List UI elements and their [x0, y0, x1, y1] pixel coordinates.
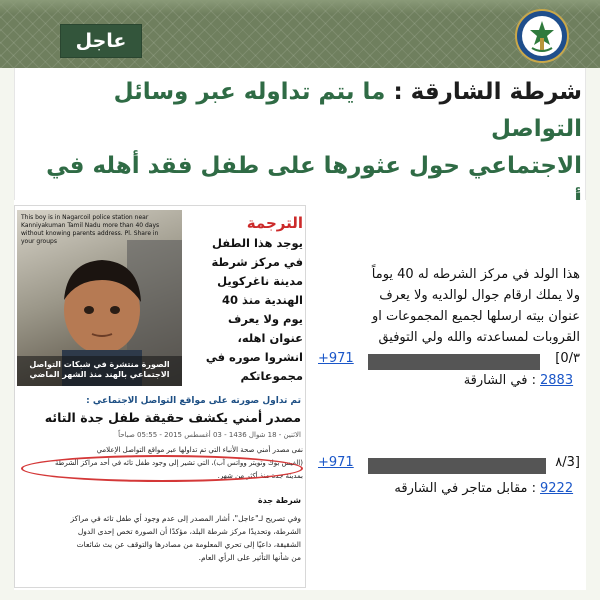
phone-link-1[interactable]: +971 [318, 351, 354, 366]
ext-row-1 [318, 373, 580, 395]
news-body: وفي تصريح لـ"عاجل"، أشار المصدر إلى عدم وجود أي طفل تائه في مراكز الشرطة، وتحديدًا مركز شرطة البلد، مؤكدًا أن الصورة تخص إحدى الدول الشقيقة، داعيًا إلى تحري المعلومة من مصادرها والتوقف عن بث شائعات من شأنها التأثير على الرأي العام. [70, 514, 301, 562]
ext-text-2: : مقابل متاجر في الشارقه [394, 481, 536, 496]
message-line: القروبات لمساعدته والله ولي التوفيق [378, 330, 580, 345]
headline-line-1: ما يتم تداوله عبر وسائل التواصل [113, 79, 582, 142]
highlight-oval [21, 455, 303, 482]
headline-source: شرطة الشارقة : [393, 79, 582, 105]
phone-link-2[interactable]: +971 [318, 455, 354, 470]
sharjah-police-logo-icon [514, 8, 570, 64]
ext-link-1[interactable]: 2883 [540, 373, 574, 388]
news-date: الاثنين - 18 شوال 1436 - 03 أغسطس 2015 - 05:55 صباحاً [118, 431, 301, 439]
translation-text: يوجد هذا الطفل في مركز شرطة مدينة ناغركويل الهندية منذ 40 يوم ولا يعرف عنوان اهله، انشروا صوره في مجموعاتكم [205, 236, 303, 383]
message-line: ولا يملك ارقام جوال لوالديه ولا يعرف [379, 288, 580, 303]
contact-tail-1: ٣/0] [555, 351, 580, 366]
translation-title: الترجمة [246, 214, 303, 232]
news-title: مصدر أمني يكشف حقيقة طفل جدة التائه [44, 410, 301, 425]
news-header: تم تداول صورته على مواقع التواصل الاجتماعي : [86, 396, 301, 406]
forwarded-message [318, 264, 580, 348]
news-subheading: شرطة جدة [257, 496, 301, 505]
photo-caption: الصورة منتشرة في شبكات التواصل الاجتماعي بالهند منذ الشهر الماضي [17, 356, 182, 386]
ext-row-2 [318, 481, 580, 503]
header-shine [0, 0, 600, 14]
contact-tail-2: [3/٨ [555, 455, 580, 470]
ext-link-2[interactable]: 9222 [540, 481, 574, 496]
headline-line-2: الاجتماعي حول عثورها على طفل فقد أهله في [46, 153, 582, 179]
ext-text-1: : في الشارقة [463, 373, 536, 388]
message-line: عنوان بيته ارسلها لجميع المجموعات او [372, 309, 580, 324]
message-line: هذا الولد في مركز الشرطه له 40 يوماً [371, 267, 580, 282]
header-band [0, 0, 600, 68]
boy-photo [17, 210, 182, 386]
contact-row-1 [318, 351, 580, 373]
news-lead: نفى مصدر أمني صحة الأنباء التي تم تداولها عبر مواقع التواصل الإعلامي (الفيس بوك وتويتر وواتس آب)، التي تشير إلى وجود طفل تائه في أحد مراكز الشرطة بمدينة جدة منذ أكثر من شهر. [55, 446, 303, 480]
redacted-number [368, 458, 546, 474]
photo-note: This boy is in Nagarcoil police station near Kanniyakuman Tamil Nadu more than 40 days without knowing parents address. Pl. Share in your groups [21, 214, 160, 245]
urgent-badge: عاجل [60, 24, 142, 58]
contact-row-2 [318, 455, 580, 477]
redacted-number [368, 354, 540, 370]
news-screenshot [14, 205, 306, 588]
